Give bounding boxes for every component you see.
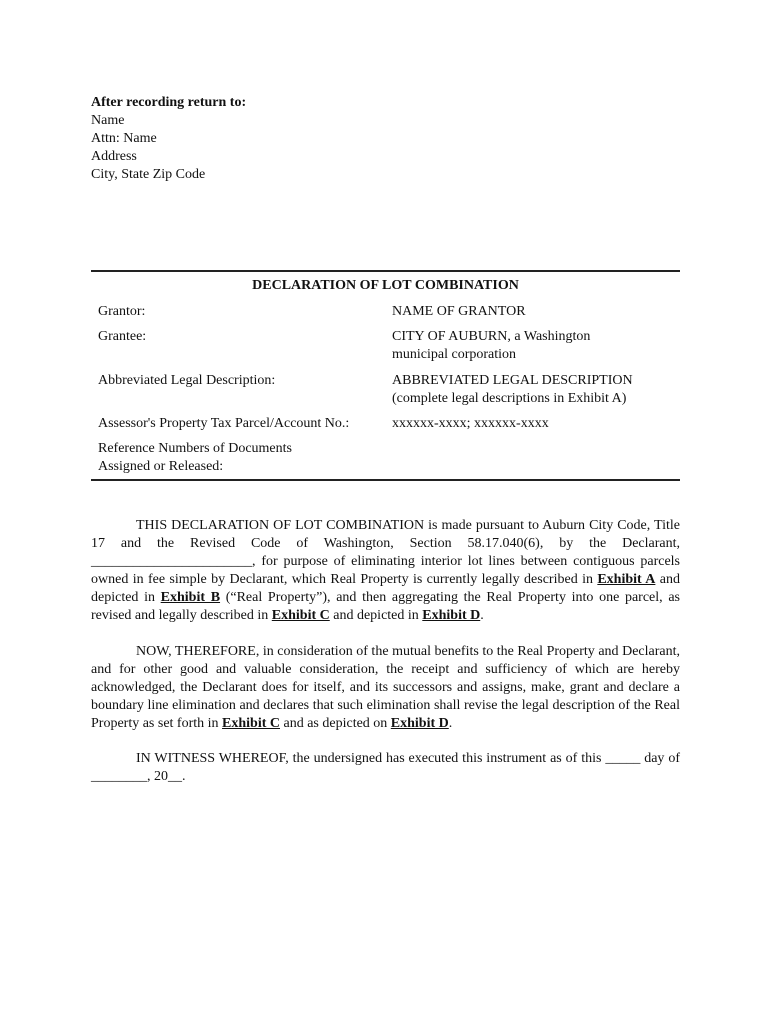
reference-numbers-label [98,440,292,476]
grantee-label: Grantee: [98,329,147,344]
parcel-number-value: xxxxxx-xxxx; xxxxxx-xxxx [392,416,549,431]
reference-numbers-line1: Reference Numbers of Documents [98,441,292,456]
return-address: Address [91,149,137,164]
recital-text-4: and depicted in [329,608,423,623]
return-heading: After recording return to: [91,95,247,110]
exhibit-c-ref-2: Exhibit C [222,716,280,731]
grantee-value [392,328,590,364]
return-name: Name [91,113,125,128]
top-divider [91,270,680,272]
exhibit-d-ref: Exhibit D [422,608,481,623]
exhibit-b-ref: Exhibit B [160,590,221,605]
legal-description-value [392,372,633,408]
recital-paragraph [91,517,680,625]
witness-paragraph [91,750,680,786]
legal-description-line1: ABBREVIATED LEGAL DESCRIPTION [392,373,633,388]
legal-description-line2: (complete legal descriptions in Exhibit A) [392,391,627,406]
grantee-value-line2: municipal corporation [392,347,517,362]
recital-text-2: and depicted in [91,572,680,605]
return-city-state-zip: City, State Zip Code [91,167,206,182]
declaration-text-3: . [448,716,453,731]
reference-numbers-line2: Assigned or Released: [98,459,224,474]
recital-text-3: (“Real Property”), and then aggregating the Real Property into one parcel, as revised and legally described in [91,590,681,623]
exhibit-a-ref: Exhibit A [597,572,656,587]
parcel-number-label: Assessor's Property Tax Parcel/Account No.: [98,416,350,431]
declaration-text-2: and as depicted on [280,716,391,731]
return-attn: Attn: Name [91,131,157,146]
declaration-paragraph [91,643,680,733]
witness-text: IN WITNESS WHEREOF, the undersigned has executed this instrument as of this _____ day of ________, 20__. [91,751,680,784]
grantee-value-line1: CITY OF AUBURN, a Washington [392,329,591,344]
declaration-text-1: NOW, THEREFORE, in consideration of the mutual benefits to the Real Property and Declarant, and for other good and valuable consideration, the receipt and sufficiency of which are hereby acknowledged, the Declarant does for itself, and its successors and assigns, make, grant and declare a boundary line elimination and declares that such elimination shall revise the legal description of the Real Property as set forth in [91,644,680,731]
document-title: DECLARATION OF LOT COMBINATION [252,278,519,293]
bottom-divider [91,479,680,481]
recital-text-5: . [480,608,484,623]
grantor-value: NAME OF GRANTOR [392,304,526,319]
exhibit-c-ref: Exhibit C [271,608,330,623]
grantor-label: Grantor: [98,304,146,319]
exhibit-d-ref-2: Exhibit D [390,716,449,731]
return-address-block [91,94,246,184]
legal-description-label: Abbreviated Legal Description: [98,373,276,388]
recital-text-1: THIS DECLARATION OF LOT COMBINATION is made pursuant to Auburn City Code, Title 17 and the Revised Code of Washington, Section 58.17.040(6), by the Declarant, _______________________, for purpose of eliminating interior lot lines between contiguous parcels owned in fee simple by Declarant, which Real Property is currently legally described in [91,518,680,587]
